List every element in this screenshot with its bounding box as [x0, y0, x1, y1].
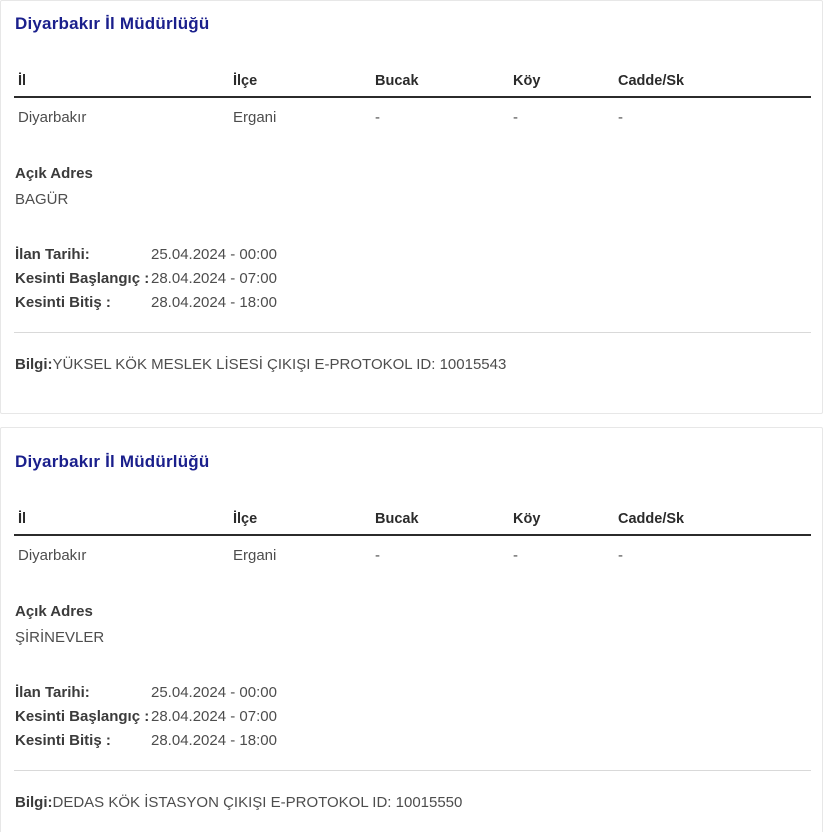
address-label: Açık Adres [15, 165, 93, 182]
table-cell-il: Diyarbakır [18, 109, 87, 126]
date-block [14, 243, 809, 315]
info-divider [14, 770, 811, 771]
table-cell-ilce: Ergani [233, 547, 277, 564]
date-row-baslangic [15, 705, 809, 729]
card-title: Diyarbakır İl Müdürlüğü [15, 14, 210, 33]
info-label: Bilgi: [15, 794, 53, 811]
outage-notice-card [0, 0, 823, 414]
column-header-il: İl [18, 511, 27, 527]
column-header-caddesk: Cadde/Sk [618, 73, 685, 89]
column-header-koy: Köy [513, 511, 541, 527]
date-label: Kesinti Başlangıç : [15, 270, 150, 287]
table-cell-caddesk: - [618, 109, 623, 126]
info-line [14, 795, 809, 811]
info-value: DEDAS KÖK İSTASYON ÇIKIŞI E-PROTOKOL ID: 10015550 [52, 794, 463, 811]
address-label: Açık Adres [15, 603, 93, 620]
table-cell-ilce: Ergani [233, 109, 277, 126]
date-value: 25.04.2024 - 00:00 [151, 246, 277, 263]
date-row-baslangic [15, 267, 809, 291]
column-header-caddesk: Cadde/Sk [618, 511, 685, 527]
table-header-row [14, 511, 811, 536]
column-header-bucak: Bucak [375, 511, 419, 527]
info-value: YÜKSEL KÖK MESLEK LİSESİ ÇIKIŞI E-PROTOKOL ID: 10015543 [52, 356, 507, 373]
date-label: Kesinti Bitiş : [15, 294, 111, 311]
date-label: Kesinti Bitiş : [15, 732, 111, 749]
table-cell-il: Diyarbakır [18, 547, 87, 564]
table-cell-koy: - [513, 109, 518, 126]
column-header-ilce: İlçe [233, 73, 258, 89]
column-header-koy: Köy [513, 73, 541, 89]
column-header-ilce: İlçe [233, 511, 258, 527]
date-value: 28.04.2024 - 18:00 [151, 294, 277, 311]
column-header-il: İl [18, 73, 27, 89]
date-row-bitis [15, 729, 809, 753]
date-value: 28.04.2024 - 07:00 [151, 708, 277, 725]
info-line [14, 357, 809, 373]
outage-notice-card [0, 427, 823, 832]
date-value: 28.04.2024 - 07:00 [151, 270, 277, 287]
table-cell-caddesk: - [618, 547, 623, 564]
date-row-bitis [15, 291, 809, 315]
date-row-ilan [15, 681, 809, 705]
table-row [14, 98, 811, 136]
address-value: ŞİRİNEVLER [15, 629, 105, 646]
table-header-row [14, 73, 811, 98]
info-label: Bilgi: [15, 356, 53, 373]
address-value: BAGÜR [15, 191, 69, 208]
table-cell-koy: - [513, 547, 518, 564]
date-label: İlan Tarihi: [15, 684, 90, 701]
date-value: 28.04.2024 - 18:00 [151, 732, 277, 749]
date-value: 25.04.2024 - 00:00 [151, 684, 277, 701]
date-label: Kesinti Başlangıç : [15, 708, 150, 725]
date-row-ilan [15, 243, 809, 267]
column-header-bucak: Bucak [375, 73, 419, 89]
table-row [14, 536, 811, 574]
table-cell-bucak: - [375, 109, 380, 126]
location-table [14, 511, 811, 574]
date-label: İlan Tarihi: [15, 246, 90, 263]
location-table [14, 73, 811, 136]
card-title: Diyarbakır İl Müdürlüğü [15, 452, 210, 471]
info-divider [14, 332, 811, 333]
date-block [14, 681, 809, 753]
table-cell-bucak: - [375, 547, 380, 564]
